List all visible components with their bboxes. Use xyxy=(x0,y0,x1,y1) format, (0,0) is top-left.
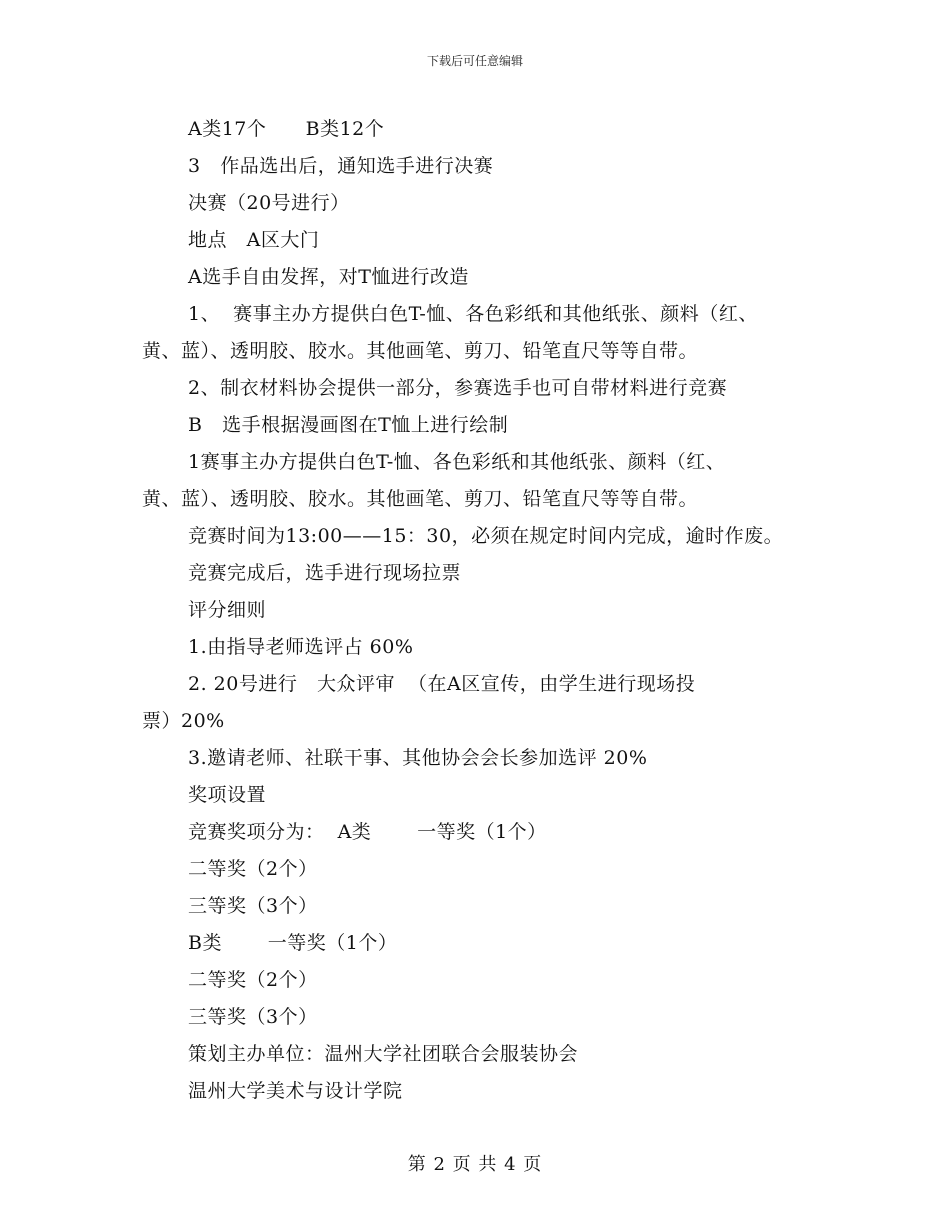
text-line: 三等奖（3个） xyxy=(188,1006,318,1028)
page-number-footer: 第 2 页 共 4 页 xyxy=(407,1154,543,1175)
text-line: 3 作品选出后，通知选手进行决赛 xyxy=(188,155,494,177)
text-line: 竞赛时间为13:00——15：30，必须在规定时间内完成，逾时作废。 xyxy=(188,525,784,547)
text-line: 竞赛奖项分为： A类 一等奖（1个） xyxy=(188,821,547,843)
text-line: A选手自由发挥，对T恤进行改造 xyxy=(188,266,469,288)
text-line: 奖项设置 xyxy=(188,784,267,806)
text-line: 三等奖（3个） xyxy=(188,895,318,917)
text-line: A类17个 B类12个 xyxy=(188,118,385,140)
text-line: 二等奖（2个） xyxy=(188,969,318,991)
text-line: 3.邀请老师、社联干事、其他协会会长参加选评 20% xyxy=(188,747,648,769)
text-line: 黄、蓝）、透明胶、胶水。其他画笔、剪刀、铅笔直尺等等自带。 xyxy=(142,340,699,362)
text-line: 决赛（20号进行） xyxy=(188,192,350,214)
text-line: 1、 赛事主办方提供白色T-恤、各色彩纸和其他纸张、颜料（红、 xyxy=(188,303,758,325)
text-line: 二等奖（2个） xyxy=(188,858,318,880)
document-body xyxy=(142,111,832,1110)
text-line: 评分细则 xyxy=(188,599,267,621)
text-line: B类 一等奖（1个） xyxy=(188,932,398,954)
text-line: 策划主办单位：温州大学社团联合会服装协会 xyxy=(188,1043,579,1065)
text-line: 1.由指导老师选评占 60% xyxy=(188,636,414,658)
text-line: 1赛事主办方提供白色T-恤、各色彩纸和其他纸张、颜料（红、 xyxy=(188,451,726,473)
text-line: 2、制衣材料协会提供一部分，参赛选手也可自带材料进行竞赛 xyxy=(188,377,728,399)
page-header: 下载后可任意编辑 xyxy=(426,54,523,68)
text-line: 竞赛完成后，选手进行现场拉票 xyxy=(188,562,462,584)
text-line: 2. 20号进行 大众评审 （在A区宣传，由学生进行现场投 xyxy=(188,673,696,695)
text-line: B 选手根据漫画图在T恤上进行绘制 xyxy=(188,414,509,436)
text-line: 地点 A区大门 xyxy=(188,229,320,251)
text-line: 黄、蓝）、透明胶、胶水。其他画笔、剪刀、铅笔直尺等等自带。 xyxy=(142,488,699,510)
text-line: 票）20% xyxy=(142,710,225,732)
text-line: 温州大学美术与设计学院 xyxy=(188,1080,403,1102)
